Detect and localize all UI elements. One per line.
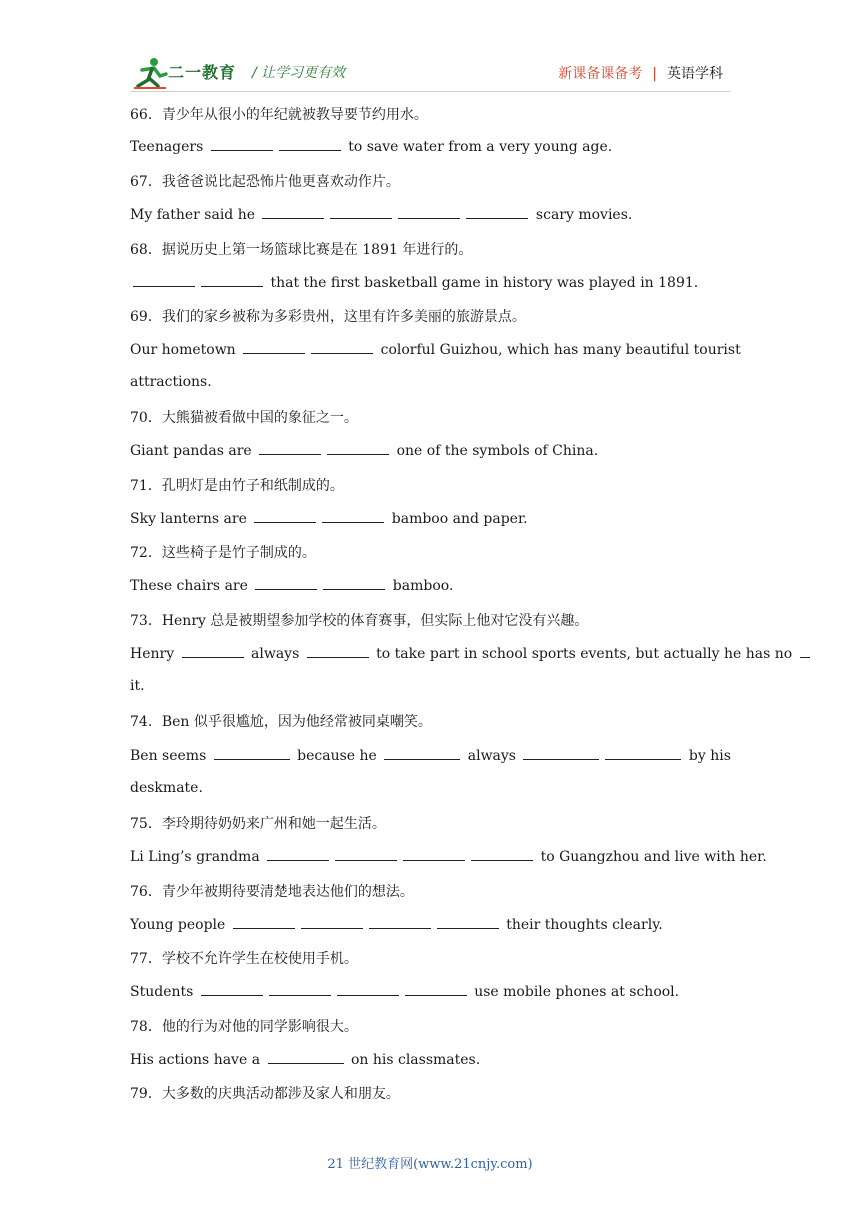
sentence-fragment: their thoughts clearly.: [501, 917, 663, 933]
header-tagline: 新课备课备考: [558, 66, 643, 82]
sentence-fragment: that the first basketball game in history was played in 1891.: [266, 275, 699, 291]
answer-sentence: [130, 1050, 480, 1068]
answer-sentence: [130, 915, 663, 933]
answer-blank[interactable]: [243, 340, 305, 354]
sentence-fragment: bamboo and paper.: [387, 511, 528, 527]
answer-blank[interactable]: [182, 644, 244, 658]
answer-blank[interactable]: [403, 847, 465, 861]
answer-blank[interactable]: [201, 982, 263, 996]
sentence-fragment: use mobile phones at school.: [469, 984, 680, 1000]
answer-blank[interactable]: [405, 982, 467, 996]
answer-blank[interactable]: [211, 137, 273, 151]
logo: [132, 56, 252, 90]
answer-blank[interactable]: [327, 441, 389, 455]
sentence-fragment: because he: [292, 748, 382, 764]
page-footer: 21 世纪教育网(www.21cnjy.com): [327, 1157, 533, 1172]
answer-blank[interactable]: [233, 915, 295, 929]
answer-blank[interactable]: [268, 1050, 344, 1064]
answer-blank[interactable]: [269, 982, 331, 996]
sentence-fragment: bamboo.: [388, 578, 454, 594]
sentence-fragment: to Guangzhou and live with her.: [536, 849, 767, 865]
logo-text: 二一教育: [168, 63, 237, 82]
header-separator: |: [652, 66, 657, 82]
sentence-fragment: Students: [130, 984, 198, 1000]
question-prompt: 77．学校不允许学生在校使用手机。: [130, 951, 358, 967]
answer-blank[interactable]: [437, 915, 499, 929]
header-right: [558, 63, 723, 83]
question-prompt: 68．据说历史上第一场篮球比赛是在 1891 年进行的。: [130, 242, 473, 258]
answer-blank[interactable]: [201, 273, 263, 287]
answer-blank[interactable]: [384, 746, 460, 760]
sentence-fragment: Li Ling’s grandma: [130, 849, 265, 865]
question-prompt: 78．他的行为对他的同学影响很大。: [130, 1019, 358, 1035]
answer-blank[interactable]: [255, 576, 317, 590]
question-prompt: 79．大多数的庆典活动都涉及家人和朋友。: [130, 1086, 400, 1102]
sentence-fragment: to save water from a very young age.: [343, 139, 613, 155]
sentence-fragment: colorful Guizhou, which has many beautiful tourist: [376, 342, 741, 358]
answer-blank[interactable]: [301, 915, 363, 929]
page-header: [0, 0, 860, 100]
sentence-fragment: Young people: [130, 917, 230, 933]
answer-sentence: [130, 273, 698, 291]
answer-sentence: [130, 982, 679, 1000]
answer-blank[interactable]: [466, 205, 528, 219]
answer-sentence: [130, 746, 731, 764]
question-prompt: 69．我们的家乡被称为多彩贵州，这里有许多美丽的旅游景点。: [130, 309, 526, 325]
answer-sentence: [130, 137, 612, 155]
sentence-fragment: on his classmates.: [346, 1052, 481, 1068]
answer-blank[interactable]: [259, 441, 321, 455]
answer-blank[interactable]: [133, 273, 195, 287]
answer-blank[interactable]: [322, 509, 384, 523]
answer-blank[interactable]: [335, 847, 397, 861]
answer-blank[interactable]: [605, 746, 681, 760]
sentence-fragment: Sky lanterns are: [130, 511, 252, 527]
answer-sentence: [130, 644, 813, 662]
sentence-fragment: always: [463, 748, 521, 764]
sentence-fragment: These chairs are: [130, 578, 253, 594]
answer-blank[interactable]: [337, 982, 399, 996]
sentence-fragment: one of the symbols of China.: [392, 443, 599, 459]
answer-sentence: [130, 847, 767, 865]
answer-sentence: [130, 509, 528, 527]
question-prompt: 75．李玲期待奶奶来广州和她一起生活。: [130, 816, 386, 832]
answer-blank[interactable]: [307, 644, 369, 658]
sentence-fragment: His actions have a: [130, 1052, 265, 1068]
answer-blank[interactable]: [323, 576, 385, 590]
answer-sentence: [130, 340, 741, 358]
answer-blank[interactable]: [279, 137, 341, 151]
sentence-fragment: to take part in school sports events, but actually he has no: [371, 646, 797, 662]
answer-sentence-continued: it.: [130, 678, 145, 694]
sentence-fragment: Our hometown: [130, 342, 241, 358]
sentence-fragment: My father said he: [130, 207, 260, 223]
answer-blank[interactable]: [214, 746, 290, 760]
runner-logo-icon: [132, 56, 168, 90]
answer-sentence-continued: deskmate.: [130, 780, 203, 796]
answer-blank[interactable]: [262, 205, 324, 219]
sentence-fragment: Teenagers: [130, 139, 208, 155]
answer-sentence: [130, 576, 453, 594]
question-prompt: 74．Ben 似乎很尴尬，因为他经常被同桌嘲笑。: [130, 714, 432, 730]
sentence-fragment: by his: [684, 748, 731, 764]
answer-sentence-continued: attractions.: [130, 374, 212, 390]
answer-blank[interactable]: [311, 340, 373, 354]
slogan: / 让学习更有效: [252, 65, 346, 81]
question-prompt: 71．孔明灯是由竹子和纸制成的。: [130, 478, 344, 494]
question-prompt: 66．青少年从很小的年纪就被教导要节约用水。: [130, 107, 428, 123]
sentence-fragment: scary movies.: [531, 207, 633, 223]
answer-blank[interactable]: [800, 644, 810, 658]
answer-blank[interactable]: [471, 847, 533, 861]
answer-sentence: [130, 205, 632, 223]
sentence-fragment: always: [246, 646, 304, 662]
sentence-fragment: Ben seems: [130, 748, 211, 764]
question-prompt: 70．大熊猫被看做中国的象征之一。: [130, 410, 358, 426]
answer-blank[interactable]: [369, 915, 431, 929]
sentence-fragment: Giant pandas are: [130, 443, 257, 459]
header-subject: 英语学科: [667, 66, 723, 82]
answer-blank[interactable]: [267, 847, 329, 861]
question-prompt: 72．这些椅子是竹子制成的。: [130, 545, 316, 561]
question-prompt: 67．我爸爸说比起恐怖片他更喜欢动作片。: [130, 174, 400, 190]
answer-sentence: [130, 441, 598, 459]
answer-blank[interactable]: [254, 509, 316, 523]
header-divider: [130, 91, 730, 92]
answer-blank[interactable]: [398, 205, 460, 219]
question-prompt: 73．Henry 总是被期望参加学校的体育赛事，但实际上他对它没有兴趣。: [130, 613, 589, 629]
sentence-fragment: Henry: [130, 646, 179, 662]
answer-blank[interactable]: [523, 746, 599, 760]
question-prompt: 76．青少年被期待要清楚地表达他们的想法。: [130, 884, 414, 900]
answer-blank[interactable]: [330, 205, 392, 219]
